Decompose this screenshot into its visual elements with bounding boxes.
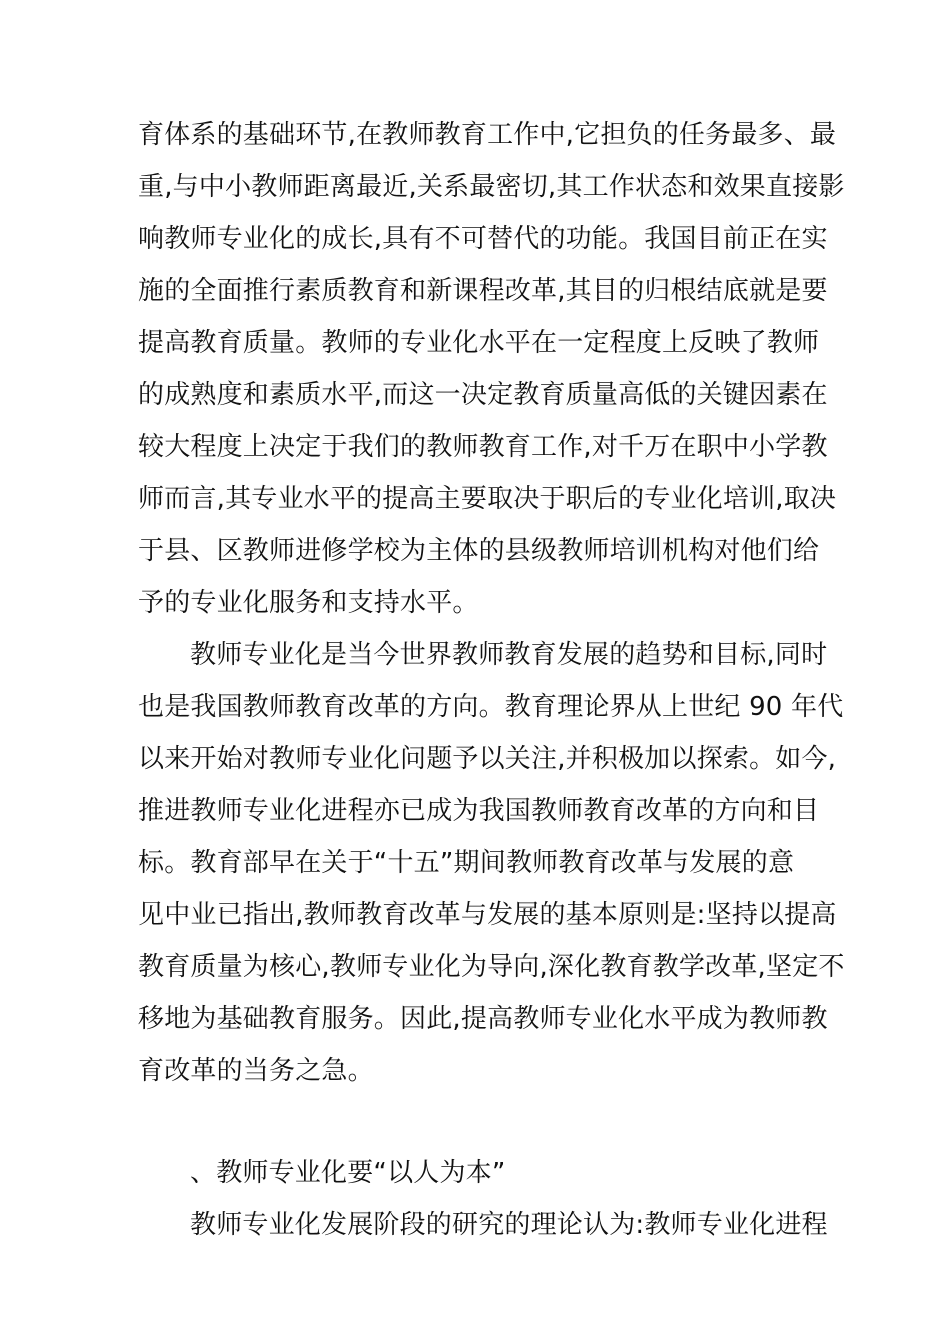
body-text-line: 见中业已指出,教师教育改革与发展的基本原则是:坚持以提高 (138, 900, 837, 930)
body-text-line: 也是我国教师教育改革的方向。教育理论界从上世纪 90 年代 (138, 692, 844, 722)
body-text-line: 育改革的当务之急。 (138, 1056, 374, 1086)
section-heading: 、教师专业化要“以人为本” (190, 1158, 506, 1188)
body-text-line: 教师专业化发展阶段的研究的理论认为:教师专业化进程 (190, 1210, 828, 1240)
body-text-line: 响教师专业化的成长,具有不可替代的功能。我国目前正在实 (138, 224, 828, 254)
body-text-line: 施的全面推行素质教育和新课程改革,其目的归根结底就是要 (138, 276, 828, 306)
body-text-line: 师而言,其专业水平的提高主要取决于职后的专业化培训,取决 (138, 484, 837, 514)
body-text-line: 推进教师专业化进程亦已成为我国教师教育改革的方向和目 (138, 796, 820, 826)
body-text-line: 标。教育部早在关于“十五”期间教师教育改革与发展的意 (138, 848, 795, 878)
body-text-line: 的成熟度和素质水平,而这一决定教育质量高低的关键因素在 (138, 380, 828, 410)
body-text-line: 提高教育质量。教师的专业化水平在一定程度上反映了教师 (138, 328, 820, 358)
body-text-line: 予的专业化服务和支持水平。 (138, 588, 479, 618)
body-text-line: 于县、区教师进修学校为主体的县级教师培训机构对他们给 (138, 536, 820, 566)
body-text-line: 育体系的基础环节,在教师教育工作中,它担负的任务最多、最 (138, 120, 837, 150)
body-text-line: 较大程度上决定于我们的教师教育工作,对千万在职中小学教 (138, 432, 828, 462)
body-text-line: 以来开始对教师专业化问题予以关注,并积极加以探索。如今, (138, 744, 837, 774)
body-text-line: 教育质量为核心,教师专业化为导向,深化教育教学改革,坚定不 (138, 952, 845, 982)
body-text-line: 重,与中小教师距离最近,关系最密切,其工作状态和效果直接影 (138, 172, 845, 202)
body-text-line: 教师专业化是当今世界教师教育发展的趋势和目标,同时 (190, 640, 828, 670)
body-text-line: 移地为基础教育服务。因此,提高教师专业化水平成为教师教 (138, 1004, 828, 1034)
